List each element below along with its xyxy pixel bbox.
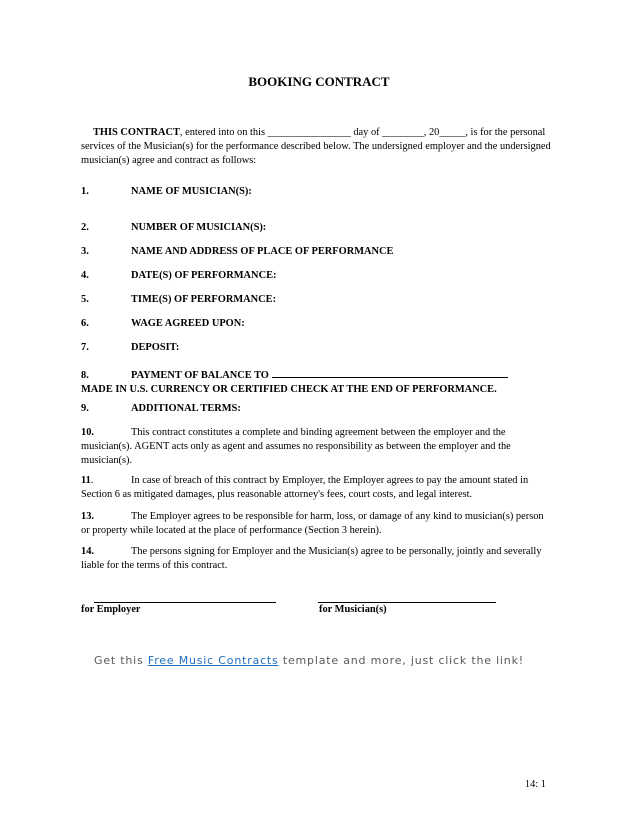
clause-text: In case of breach of this contract by Employer, the Employer agrees to pay the amount stated in Section 6 as mitigated damages, plus reasonable attorney's fees, court costs, and legal interest. [81,475,529,500]
item-7 [81,341,551,355]
clause-number-dot: . [90,475,94,486]
item-number: 8. [81,370,89,381]
item-number: 1. [81,186,89,197]
clause-11 [81,474,547,502]
item-number: 9. [81,403,89,414]
promo-line [94,654,524,667]
item-3 [81,245,551,259]
intro-text-4: , is for the personal services of the Musician(s) for the performance described below. The undersigned employer and the undersigned musician(s) agree and contract as follows: [81,127,551,166]
clause-text: This contract constitutes a complete and binding agreement between the employer and the musician(s). AGENT acts only as agent and assumes no responsibility as between the employer and the musician(s). [81,427,511,466]
item-number: 5. [81,294,89,305]
item-9 [81,402,551,416]
item-label: PAYMENT OF BALANCE TO [131,370,272,381]
date-year-blank: _____ [439,127,466,138]
item-number: 4. [81,270,89,281]
clause-number: 11 [81,475,91,486]
intro-text-1: , entered into on this [179,127,268,138]
intro-text-3: , 20 [423,127,440,138]
item-label: NAME AND ADDRESS OF PLACE OF PERFORMANCE [131,246,394,257]
item-4 [81,269,551,283]
clause-10 [81,426,547,468]
clause-text: The persons signing for Employer and the Musician(s) agree to be personally, jointly and severally liable for the terms of this contract. [81,546,542,571]
clause-text: The Employer agrees to be responsible for harm, loss, or damage of any kind to musician(s) person or property while located at the place of performance (Section 3 herein). [81,511,544,536]
intro-text-2: day of [350,127,383,138]
musician-signature-line [318,602,496,603]
item-label: DEPOSIT: [131,342,180,353]
document-title: BOOKING CONTRACT [248,74,390,89]
item-label: DATE(S) OF PERFORMANCE: [131,270,277,281]
item-label: NAME OF MUSICIAN(S): [131,186,252,197]
item-number: 7. [81,342,89,353]
clause-13 [81,510,547,538]
clause-number: 10. [81,427,94,438]
intro-lead: THIS CONTRACT [93,127,180,138]
item-label: TIME(S) OF PERFORMANCE: [131,294,277,305]
clause-number: 13. [81,511,94,522]
page-number: 14: 1 [524,779,546,790]
clause-14 [81,545,547,573]
item-number: 2. [81,222,89,233]
promo-prefix: Get this [94,654,148,667]
item-number: 3. [81,246,89,257]
intro-paragraph [81,126,551,168]
item-8 [81,366,551,397]
item-8-continuation: MADE IN U.S. CURRENCY OR CERTIFIED CHECK AT THE END OF PERFORMANCE. [81,384,497,395]
item-label: NUMBER OF MUSICIAN(S): [131,222,267,233]
date-day-blank: ________________ [267,127,351,138]
item-1 [81,185,551,199]
promo-suffix: template and more, just click the link! [278,654,524,667]
employer-signature-label: for Employer [81,604,141,615]
item-number: 6. [81,318,89,329]
item-6 [81,317,551,331]
item-5 [81,293,551,307]
free-music-contracts-link[interactable]: Free Music Contracts [147,654,279,667]
employer-signature-line [94,602,276,603]
item-label: ADDITIONAL TERMS: [131,403,241,414]
clause-number: 14. [81,546,94,557]
item-label: WAGE AGREED UPON: [131,318,245,329]
item-2 [81,221,551,235]
payee-blank-line [272,366,508,378]
musician-signature-label: for Musician(s) [319,604,387,615]
date-month-blank: ________ [382,127,424,138]
